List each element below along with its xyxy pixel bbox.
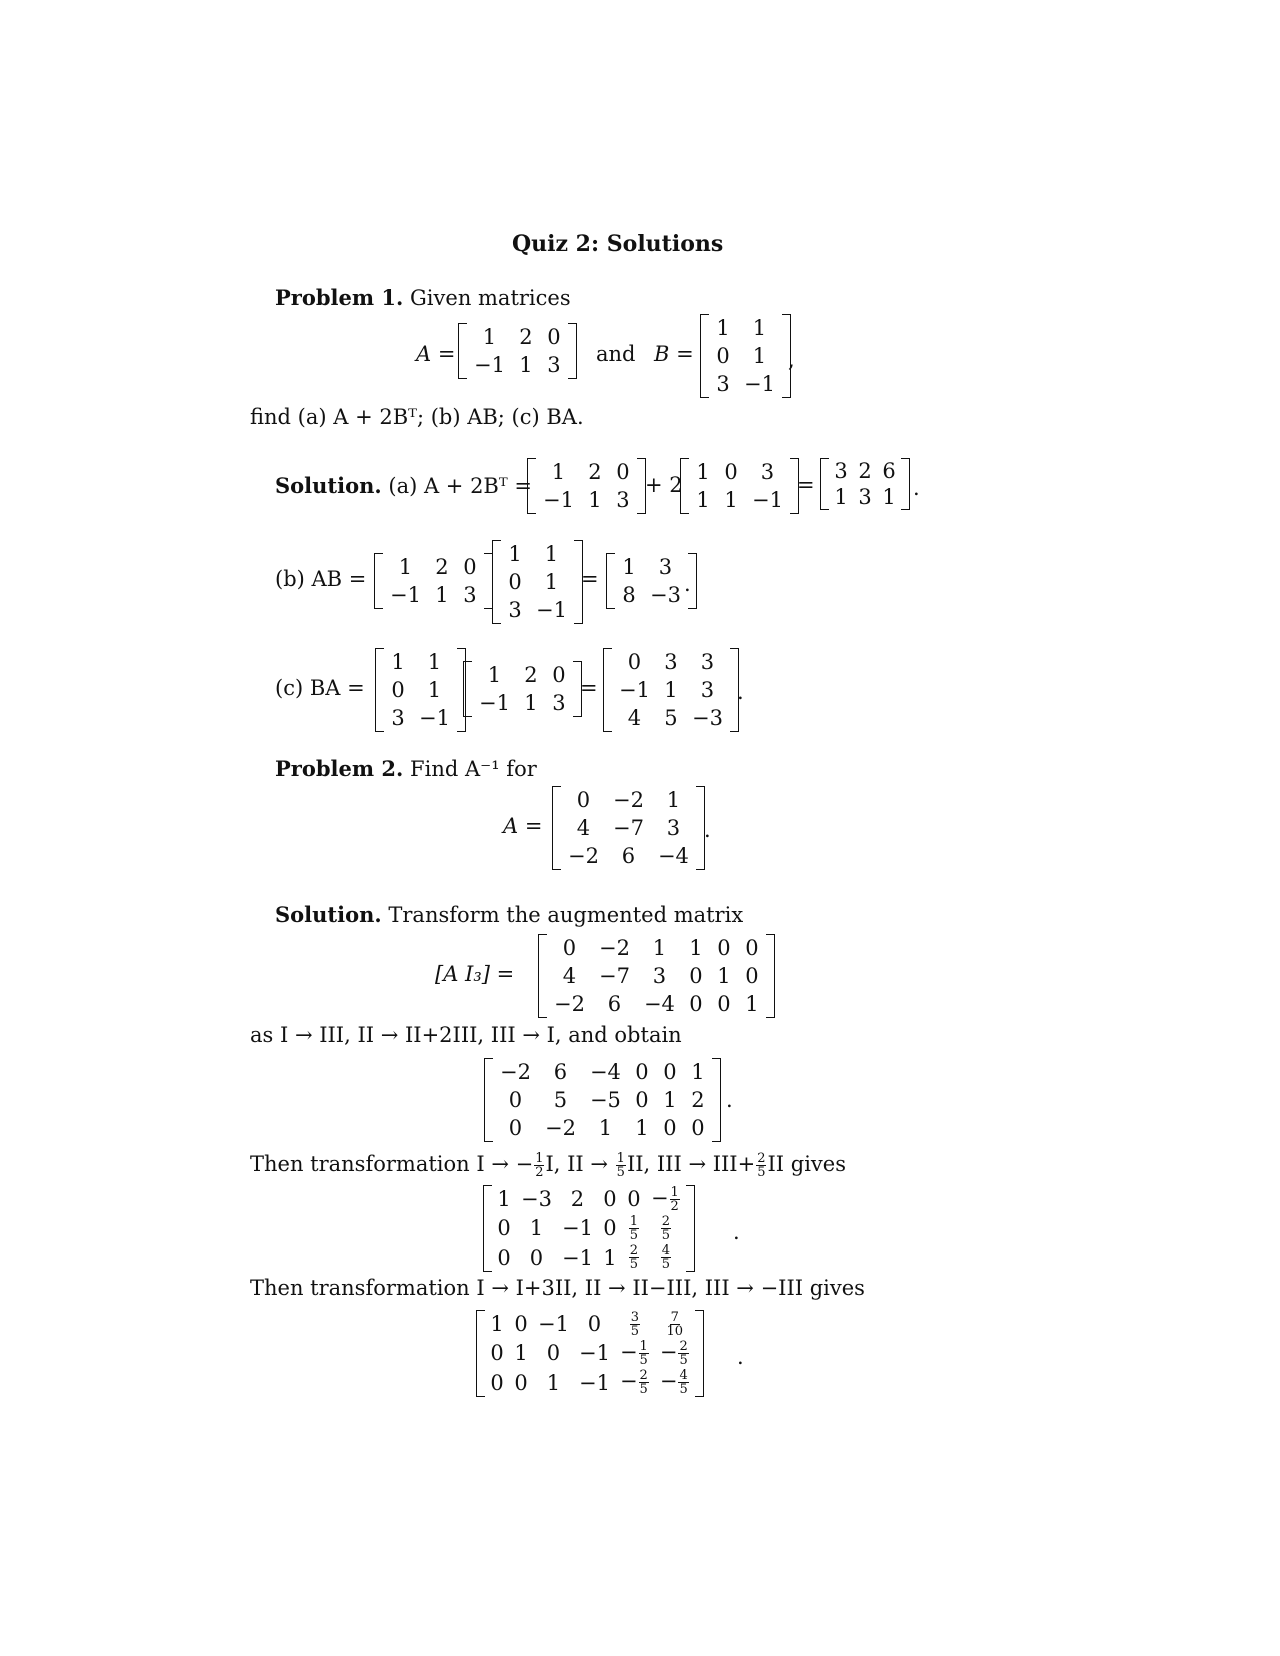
matrix-cell: 0 — [603, 1187, 617, 1212]
matrix-cell: −1 — [390, 583, 421, 608]
matrix-cell: 1 — [834, 485, 848, 510]
matrix-cell: 2 — [858, 459, 872, 483]
bracket-right — [568, 323, 577, 379]
matrix-cell: 2 — [588, 460, 602, 484]
matrix-cell: 0 — [663, 1116, 677, 1141]
matrix-sol-a-result — [820, 458, 910, 510]
matrix-cell: 6 — [553, 1060, 568, 1084]
matrix-cell: 0 — [587, 1312, 602, 1337]
matrix-row — [615, 581, 688, 609]
matrix-cell: 1 — [487, 663, 502, 687]
fraction: $\frac{4}{5}$ — [679, 1368, 688, 1398]
matrix-cell: 6 — [607, 992, 622, 1017]
p2-sol-label: Solution. — [275, 902, 382, 927]
matrix-sol-c-B — [375, 648, 466, 732]
matrix-cell: 3 — [552, 691, 566, 716]
matrix-cell: 0 — [603, 1216, 617, 1241]
matrix-cell: −3 — [691, 706, 723, 731]
sol-a-lhs: (a) A + 2Bᵀ = — [388, 474, 532, 498]
matrix-cell: −5 — [589, 1088, 621, 1113]
matrix-cell: 0 — [717, 936, 731, 960]
matrix-cell: 0 — [497, 1216, 511, 1241]
matrix-row — [493, 1058, 712, 1086]
matrix-cell — [655, 1310, 695, 1339]
matrix-cell: −3 — [521, 1187, 552, 1212]
matrix-row — [547, 962, 766, 990]
aug-lhs: [A I₃] = — [435, 962, 515, 986]
matrix-cell: 0 — [391, 678, 405, 703]
matrix-cell: 0 — [508, 1088, 523, 1113]
matrix-row — [485, 1339, 695, 1368]
p1-find-text: find (a) A + 2Bᵀ; (b) AB; (c) BA. — [250, 405, 584, 429]
matrix-cell: 0 — [745, 936, 759, 960]
bracket-left — [375, 648, 384, 732]
matrix-row — [612, 704, 730, 732]
matrix-cell: −1 — [536, 598, 567, 623]
matrix-row — [536, 486, 637, 514]
matrix-cell: 1 — [663, 1088, 677, 1113]
matrix-cell: 1 — [666, 788, 681, 812]
matrix-step2 — [483, 1185, 695, 1272]
matrix-cell: 0 — [663, 1060, 677, 1084]
matrix-cell: 1 — [529, 1216, 544, 1241]
matrix-cell: 0 — [717, 992, 731, 1017]
sol-a-line — [275, 475, 532, 497]
bracket-left — [538, 934, 547, 1018]
period-p2: . — [704, 818, 711, 842]
fraction: $\frac{2}{5}$ — [661, 1214, 671, 1244]
matrix-cell: 0 — [745, 964, 759, 989]
matrix-cell: 3 — [834, 459, 848, 483]
fraction: $\frac{2}{5}$ — [629, 1243, 639, 1273]
matrix-cell: −1 — [752, 488, 783, 513]
matrix-row — [536, 458, 637, 486]
matrix-cell: −4 — [589, 1060, 621, 1084]
fraction: $\frac{1}{5}$ — [639, 1339, 648, 1369]
matrix-cell: 1 — [664, 678, 678, 703]
matrix-cell: 3 — [616, 488, 630, 513]
fraction: $\frac{3}{5}$ — [630, 1310, 640, 1340]
matrix-row — [384, 676, 457, 704]
matrix-cell: 1 — [508, 542, 522, 566]
problem2-label: Problem 2. — [275, 756, 404, 781]
matrix-sol-b-B — [492, 540, 583, 624]
matrix-cell — [646, 1243, 686, 1272]
matrix-cell: 0 — [508, 1116, 523, 1141]
bracket-left — [492, 540, 501, 624]
matrix-cell: 8 — [622, 583, 636, 608]
matrix-cell: 3 — [760, 460, 775, 484]
matrix-cell: −2 — [544, 1116, 576, 1141]
matrix-row — [501, 540, 574, 568]
problem1-heading — [275, 287, 571, 309]
bracket-left — [463, 661, 472, 717]
bracket-right — [901, 458, 910, 510]
matrix-cell: 0 — [691, 1116, 705, 1141]
matrix-row — [501, 596, 574, 624]
matrix-cell: 1 — [635, 1116, 649, 1141]
matrix-row — [547, 990, 766, 1018]
period-step3: . — [737, 1345, 744, 1369]
matrix-cell: 1 — [717, 964, 731, 989]
matrix-row — [472, 661, 573, 689]
matrix-cell: 1 — [716, 316, 730, 340]
matrix-cell: 0 — [508, 570, 522, 595]
matrix-sol-c-A — [463, 661, 582, 717]
matrix-row — [689, 486, 790, 514]
matrix-sol-a-Bt — [680, 458, 799, 514]
fraction: $\frac{2}{5}$ — [639, 1368, 648, 1398]
bracket-right — [686, 1185, 695, 1272]
problem1-label: Problem 1. — [275, 285, 404, 310]
fraction: $\frac{1}{5}$ — [629, 1214, 639, 1244]
eq-b: = — [581, 567, 599, 591]
matrix-cell: −2 — [568, 844, 599, 869]
matrix-cell: 1 — [544, 542, 559, 566]
matrix-row — [709, 314, 782, 342]
matrix-cell: 0 — [497, 1245, 511, 1270]
p1-b-lhs: B = — [654, 342, 694, 366]
matrix-cell: 0 — [514, 1370, 528, 1395]
matrix-cell: 1 — [546, 1370, 561, 1395]
bracket-left — [552, 786, 561, 870]
bracket-right — [766, 934, 775, 1018]
period-a: . — [913, 476, 920, 500]
matrix-cell — [622, 1214, 646, 1243]
matrix-cell: 0 — [724, 460, 738, 484]
matrix-cell: 3 — [508, 598, 522, 623]
matrix-cell: 2 — [435, 555, 449, 579]
matrix-cell: 3 — [858, 485, 872, 510]
matrix-row — [709, 370, 782, 398]
period-c: . — [737, 680, 744, 704]
matrix-cell: 1 — [519, 353, 533, 378]
matrix-cell — [646, 1214, 686, 1243]
matrix-cell: 1 — [391, 650, 405, 674]
period-step1: . — [726, 1088, 733, 1112]
matrix-row — [492, 1214, 686, 1243]
sol-a-label: Solution. — [275, 473, 382, 498]
matrix-cell: −1 — [561, 1245, 593, 1270]
matrix-cell: 1 — [427, 678, 442, 703]
bracket-left — [484, 1058, 493, 1142]
matrix-cell: −4 — [657, 844, 689, 869]
matrix-row — [467, 351, 568, 379]
matrix-cell: 1 — [882, 485, 896, 510]
matrix-row — [561, 786, 696, 814]
matrix-cell: 1 — [482, 325, 497, 349]
matrix-cell: 1 — [696, 460, 710, 484]
period-b: . — [684, 572, 691, 596]
matrix-cell: 1 — [696, 488, 710, 513]
matrix-cell: 0 — [529, 1245, 544, 1270]
matrix-cell: 0 — [576, 788, 591, 812]
matrix-cell: 3 — [664, 650, 678, 674]
p2-solution-line — [275, 904, 743, 926]
matrix-cell: 0 — [716, 344, 730, 369]
matrix-row — [612, 648, 730, 676]
matrix-cell: 0 — [627, 1187, 641, 1212]
fraction: $\frac{2}{5}$ — [679, 1339, 688, 1369]
problem2-intro: Find A⁻¹ for — [410, 757, 537, 781]
matrix-cell — [615, 1310, 655, 1339]
matrix-cell: 1 — [544, 570, 559, 595]
matrix-cell: −1 — [561, 1216, 593, 1241]
matrix-cell: −1 — [744, 372, 775, 397]
fraction: $\frac{1}{2}$ — [670, 1185, 679, 1215]
bracket-left — [606, 553, 615, 609]
matrix-cell: 4 — [576, 816, 591, 841]
bracket-left — [374, 553, 383, 609]
bracket-left — [700, 314, 709, 398]
matrix-p2-A — [552, 786, 705, 870]
matrix-cell: 1 — [603, 1245, 617, 1270]
matrix-row — [501, 568, 574, 596]
p2-a-lhs: A = — [503, 814, 543, 838]
matrix-cell: − $\frac{2}{5}$ — [619, 1368, 648, 1398]
matrix-cell: 3 — [700, 678, 715, 703]
matrix-cell: − $\frac{1}{5}$ — [619, 1339, 648, 1369]
eq-c: = — [580, 676, 598, 700]
matrix-cell: −2 — [554, 992, 585, 1017]
matrix-cell: −7 — [612, 816, 644, 841]
matrix-cell: 1 — [752, 344, 767, 369]
matrix-sol-a-A — [527, 458, 646, 514]
matrix-cell: −2 — [612, 788, 644, 812]
matrix-cell: 0 — [635, 1088, 649, 1113]
matrix-cell: 1 — [435, 583, 449, 608]
sol-c-lhs: (c) BA = — [275, 676, 365, 700]
matrix-cell: 5 — [553, 1088, 568, 1113]
matrix-cell: 2 — [519, 325, 533, 349]
matrix-cell: 1 — [745, 992, 759, 1017]
matrix-cell: 1 — [551, 460, 566, 484]
bracket-left — [527, 458, 536, 514]
matrix-cell: 2 — [524, 663, 538, 687]
matrix-row — [493, 1114, 712, 1142]
matrix-cell: − $\frac{4}{5}$ — [659, 1368, 688, 1398]
matrix-cell: 0 — [546, 1341, 561, 1366]
matrix-row — [467, 323, 568, 351]
matrix-step1 — [484, 1058, 721, 1142]
matrix-cell: −1 — [578, 1370, 610, 1395]
matrix-cell: 3 — [666, 816, 681, 841]
matrix-row — [383, 581, 484, 609]
period-step2: . — [733, 1220, 740, 1244]
matrix-cell: 3 — [700, 650, 715, 674]
fraction: $\frac{7}{10}$ — [666, 1310, 684, 1340]
matrix-cell: 6 — [621, 844, 636, 869]
matrix-cell: 0 — [547, 325, 561, 349]
matrix-cell: −2 — [500, 1060, 531, 1084]
matrix-cell: 0 — [635, 1060, 649, 1084]
matrix-cell: 0 — [514, 1312, 528, 1337]
matrix-cell: 4 — [627, 706, 642, 731]
problem1-intro: Given matrices — [410, 286, 571, 310]
matrix-row — [561, 814, 696, 842]
matrix-cell: 0 — [689, 992, 703, 1017]
matrix-cell: 3 — [716, 372, 730, 397]
matrix-cell: −2 — [598, 936, 630, 960]
matrix-cell: 1 — [524, 691, 538, 716]
matrix-cell: 0 — [689, 964, 703, 989]
bracket-left — [680, 458, 689, 514]
bracket-left — [458, 323, 467, 379]
matrix-cell: −1 — [474, 353, 505, 378]
matrix-cell: 1 — [398, 555, 413, 579]
bracket-left — [820, 458, 829, 510]
bracket-right — [695, 1310, 704, 1397]
and-word: and — [596, 342, 636, 366]
matrix-cell: −1 — [543, 488, 574, 513]
matrix-row — [384, 704, 457, 732]
matrix-cell: 3 — [547, 353, 561, 378]
matrix-row — [829, 458, 901, 484]
matrix-cell: 0 — [627, 650, 642, 674]
matrix-row — [612, 676, 730, 704]
matrix-cell — [622, 1243, 646, 1272]
sol-b-lhs: (b) AB = — [275, 567, 367, 591]
matrix-cell: −3 — [650, 583, 681, 608]
matrix-cell: −4 — [643, 992, 675, 1017]
matrix-row — [547, 934, 766, 962]
matrix-cell: 0 — [463, 555, 477, 579]
matrix-cell: 3 — [463, 583, 477, 608]
matrix-cell: −1 — [419, 706, 450, 731]
matrix-cell: 0 — [616, 460, 630, 484]
matrix-cell: 1 — [724, 488, 738, 513]
matrix-cell: − $\frac{2}{5}$ — [659, 1339, 688, 1369]
matrix-row — [615, 553, 688, 581]
matrix-row — [383, 553, 484, 581]
matrix-cell: 0 — [490, 1341, 504, 1366]
matrix-cell: 1 — [427, 650, 442, 674]
matrix-cell: 2 — [691, 1088, 705, 1113]
p1-comma: , — [788, 348, 795, 372]
page-title: Quiz 2: Solutions — [512, 231, 724, 257]
matrix-row — [829, 484, 901, 510]
matrix-row — [709, 342, 782, 370]
matrix-row — [485, 1310, 695, 1339]
step2-text: Then transformation I → − $\frac{1}{2}$ I, II → $\frac{1}{5}$ II, III → III+ $\frac{2}{5}$ II gives — [250, 1151, 846, 1181]
matrix-cell: 5 — [664, 706, 678, 731]
matrix-cell: 1 — [497, 1187, 511, 1212]
problem2-heading — [275, 758, 537, 780]
matrix-cell: 0 — [562, 936, 577, 960]
matrix-augmented — [538, 934, 775, 1018]
matrix-cell: 0 — [552, 663, 566, 687]
matrix-cell: −1 — [479, 691, 510, 716]
plus-two: + 2 — [645, 473, 683, 497]
step3-text: Then transformation I → I+3II, II → II−III, III → −III gives — [250, 1276, 865, 1300]
bracket-left — [603, 648, 612, 732]
matrix-cell: 3 — [391, 706, 405, 731]
matrix-cell: 1 — [598, 1116, 613, 1141]
matrix-cell: 1 — [490, 1312, 504, 1337]
matrix-p1-A — [458, 323, 577, 379]
matrix-cell: 1 — [689, 936, 703, 960]
matrix-cell: 1 — [691, 1060, 705, 1084]
eq-a: = — [797, 473, 815, 497]
matrix-cell: 1 — [752, 316, 767, 340]
matrix-row — [561, 842, 696, 870]
matrix-cell: 3 — [652, 964, 667, 989]
matrix-row — [689, 458, 790, 486]
matrix-step3 — [476, 1310, 704, 1397]
matrix-cell: − $\frac{1}{2}$ — [650, 1185, 679, 1215]
matrix-row — [485, 1368, 695, 1397]
matrix-cell: −7 — [598, 964, 630, 989]
matrix-cell: 2 — [570, 1187, 585, 1212]
matrix-sol-c-result — [603, 648, 739, 732]
matrix-cell: 1 — [514, 1341, 528, 1366]
matrix-cell: 4 — [562, 964, 577, 989]
matrix-sol-b-A — [374, 553, 493, 609]
matrix-cell: 1 — [588, 488, 602, 513]
matrix-p1-B — [700, 314, 791, 398]
matrix-cell: −1 — [578, 1341, 610, 1366]
matrix-cell: −1 — [619, 678, 650, 703]
p1-a-lhs: A = — [416, 342, 456, 366]
bracket-left — [476, 1310, 485, 1397]
bracket-left — [483, 1185, 492, 1272]
fraction: $\frac{4}{5}$ — [661, 1243, 671, 1273]
matrix-cell: 1 — [622, 555, 636, 579]
matrix-cell: 1 — [652, 936, 667, 960]
matrix-cell: 3 — [658, 555, 673, 579]
matrix-row — [492, 1243, 686, 1272]
matrix-cell: −1 — [538, 1312, 569, 1337]
matrix-cell: 6 — [882, 459, 896, 483]
step1-text: as I → III, II → II+2III, III → I, and obtain — [250, 1023, 682, 1047]
matrix-cell: 0 — [490, 1370, 504, 1395]
p2-sol-intro: Transform the augmented matrix — [388, 903, 744, 927]
matrix-row — [492, 1185, 686, 1214]
matrix-row — [384, 648, 457, 676]
matrix-row — [493, 1086, 712, 1114]
matrix-row — [472, 689, 573, 717]
bracket-right — [712, 1058, 721, 1142]
